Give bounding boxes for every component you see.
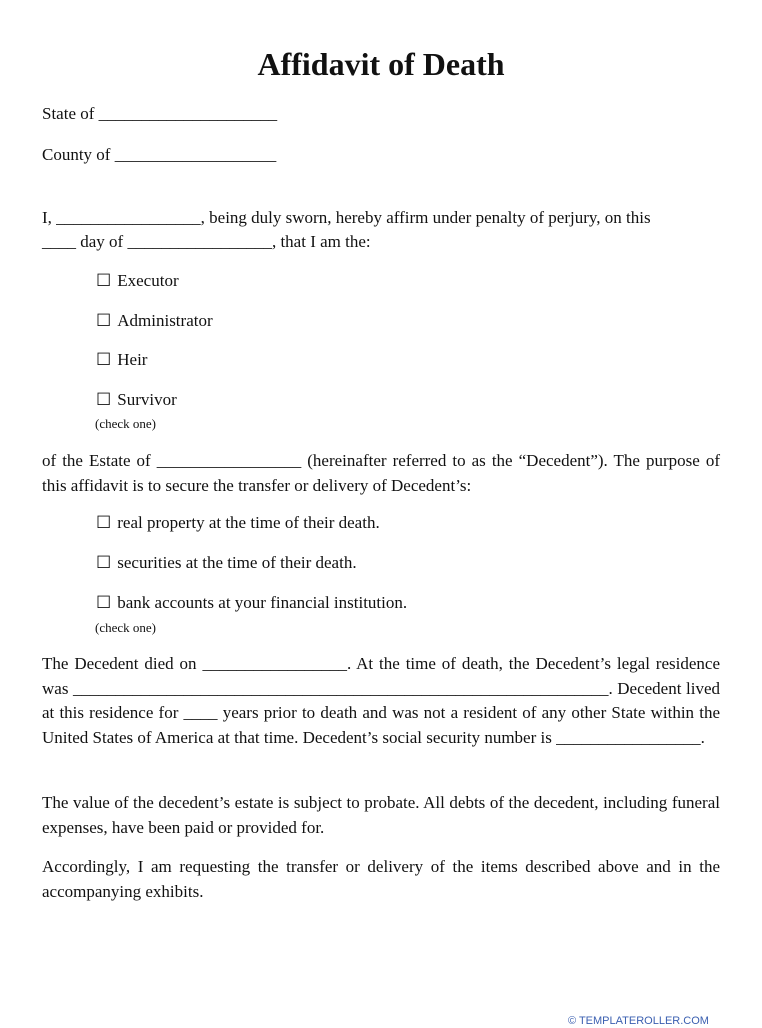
check-one-note-property: (check one)	[95, 620, 156, 635]
checkbox-icon[interactable]: ☐	[96, 390, 112, 409]
role-option-administrator[interactable]	[96, 310, 213, 332]
checkbox-icon[interactable]: ☐	[96, 593, 112, 612]
role-option-heir[interactable]	[96, 349, 147, 371]
state-line: State of _____________________	[42, 104, 278, 123]
intro-line-2: ____ day of _________________, that I am the:	[42, 232, 371, 251]
check-one-note-roles: (check one)	[95, 416, 156, 431]
role-option-label: Survivor	[117, 390, 177, 409]
property-option-label: real property at the time of their death.	[117, 513, 380, 532]
checkbox-icon[interactable]: ☐	[96, 553, 112, 572]
property-option-bank[interactable]	[96, 592, 407, 614]
intro-line-1: I, _________________, being duly sworn, hereby affirm under penalty of perjury, on this	[42, 208, 651, 227]
footer-credit[interactable]: © TEMPLATEROLLER.COM	[568, 1015, 709, 1027]
document-title: Affidavit of Death	[257, 46, 505, 82]
probate-paragraph: The value of the decedent’s estate is subject to probate. All debts of the decedent, including funeral expenses, have been paid or provided for.	[42, 793, 720, 837]
role-option-survivor[interactable]	[96, 389, 177, 411]
request-paragraph: Accordingly, I am requesting the transfer or delivery of the items described above and in the accompanying exhibits.	[42, 857, 720, 901]
role-option-label: Heir	[117, 350, 148, 369]
role-option-label: Administrator	[117, 311, 213, 330]
checkbox-icon[interactable]: ☐	[96, 311, 112, 330]
checkbox-icon[interactable]: ☐	[96, 513, 112, 532]
checkbox-icon[interactable]: ☐	[96, 271, 112, 290]
property-option-real[interactable]	[96, 512, 380, 534]
role-option-label: Executor	[117, 271, 179, 290]
checkbox-icon[interactable]: ☐	[96, 350, 112, 369]
role-option-executor[interactable]	[96, 270, 179, 292]
estate-paragraph: of the Estate of _________________ (hereinafter referred to as the “Decedent”). The purpose of this affidavit is to secure the transfer or delivery of Decedent’s:	[42, 451, 720, 495]
property-option-securities[interactable]	[96, 552, 357, 574]
property-option-label: securities at the time of their death.	[117, 553, 357, 572]
county-line: County of ___________________	[42, 145, 277, 164]
property-option-label: bank accounts at your financial institution.	[117, 593, 408, 612]
death-paragraph: The Decedent died on _________________. At the time of death, the Decedent’s legal residence was _______________________________________________________________. Decedent lived at this residence for ____ years prior to death and was not a resident of any other State within the United States of America at that time. Decedent’s social security number is _________________.	[42, 654, 720, 747]
